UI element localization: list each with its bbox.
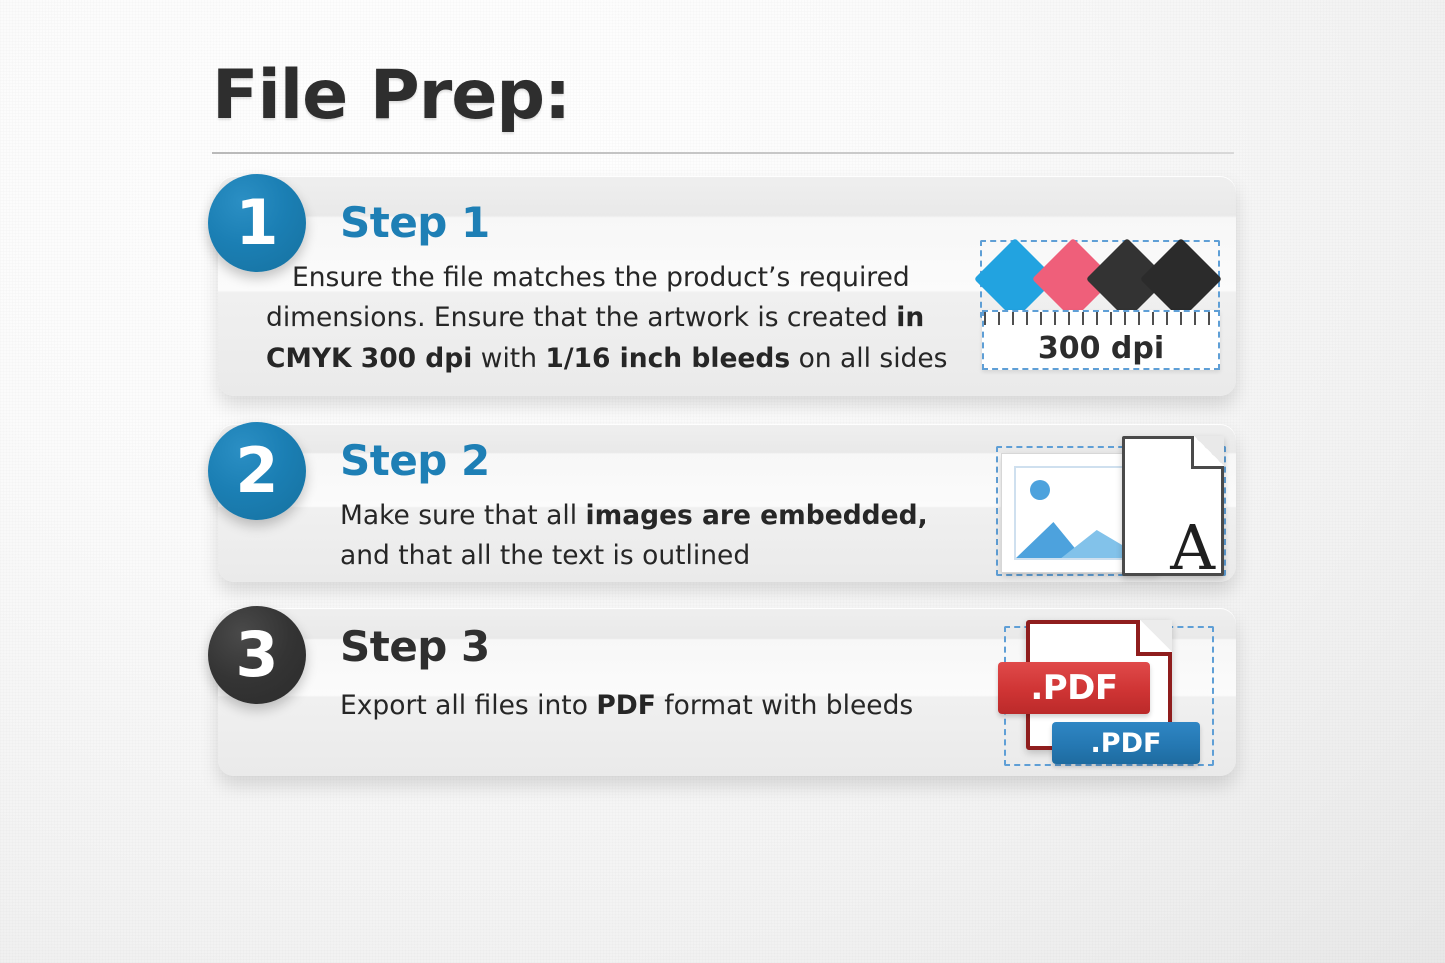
pdf-label-red: .PDF bbox=[998, 662, 1150, 714]
step1-line2b: in bbox=[896, 302, 925, 334]
step-heading-1: Step 1 bbox=[340, 198, 490, 247]
step1-line3b: with bbox=[472, 342, 546, 374]
page-title: File Prep: bbox=[212, 56, 571, 135]
cmyk-diamonds-ruler-icon bbox=[980, 234, 1220, 370]
step-number-badge-2: 2 bbox=[208, 422, 306, 520]
step3-line1b: PDF bbox=[596, 690, 656, 721]
document-folded-corner bbox=[1191, 436, 1224, 469]
pdf-folded-corner bbox=[1136, 620, 1172, 656]
step2-line2: and that all the text is outlined bbox=[340, 540, 751, 572]
step3-line1a: Export all files into bbox=[340, 690, 597, 721]
step-body-1 bbox=[266, 258, 988, 379]
step-number-badge-3: 3 bbox=[208, 606, 306, 704]
step2-line1a: Make sure that all bbox=[340, 500, 586, 531]
step1-line1: Ensure the file matches the product’s required bbox=[292, 262, 910, 293]
step1-line3a: CMYK 300 dpi bbox=[266, 342, 473, 374]
text-document-icon bbox=[1122, 436, 1224, 584]
letter-a-glyph: A bbox=[1170, 511, 1215, 584]
step-body-3 bbox=[340, 686, 1040, 726]
step-card-2 bbox=[218, 424, 1236, 582]
ruler-icon bbox=[982, 310, 1220, 370]
step1-line3d: on all sides bbox=[790, 342, 948, 374]
step-body-2 bbox=[340, 496, 1000, 577]
ruler-ticks bbox=[984, 312, 1218, 325]
step1-line2a: dimensions. Ensure that the artwork is created bbox=[266, 302, 897, 334]
image-and-text-file-icon bbox=[996, 436, 1226, 584]
step-heading-2: Step 2 bbox=[340, 436, 490, 485]
dpi-label: 300 dpi bbox=[1037, 331, 1165, 366]
step-number-badge-1: 1 bbox=[208, 174, 306, 272]
step1-line3c: 1/16 inch bleeds bbox=[545, 342, 791, 374]
step-heading-3: Step 3 bbox=[340, 622, 490, 671]
sun-icon bbox=[1030, 480, 1050, 500]
step3-line1c: format with bleeds bbox=[655, 690, 914, 721]
step-card-1 bbox=[218, 176, 1236, 396]
step-card-3 bbox=[218, 608, 1236, 776]
pdf-file-icon bbox=[1004, 618, 1214, 768]
title-divider bbox=[212, 152, 1234, 154]
step2-line1b: images are embedded, bbox=[585, 500, 928, 531]
pdf-label-blue: .PDF bbox=[1052, 722, 1200, 764]
